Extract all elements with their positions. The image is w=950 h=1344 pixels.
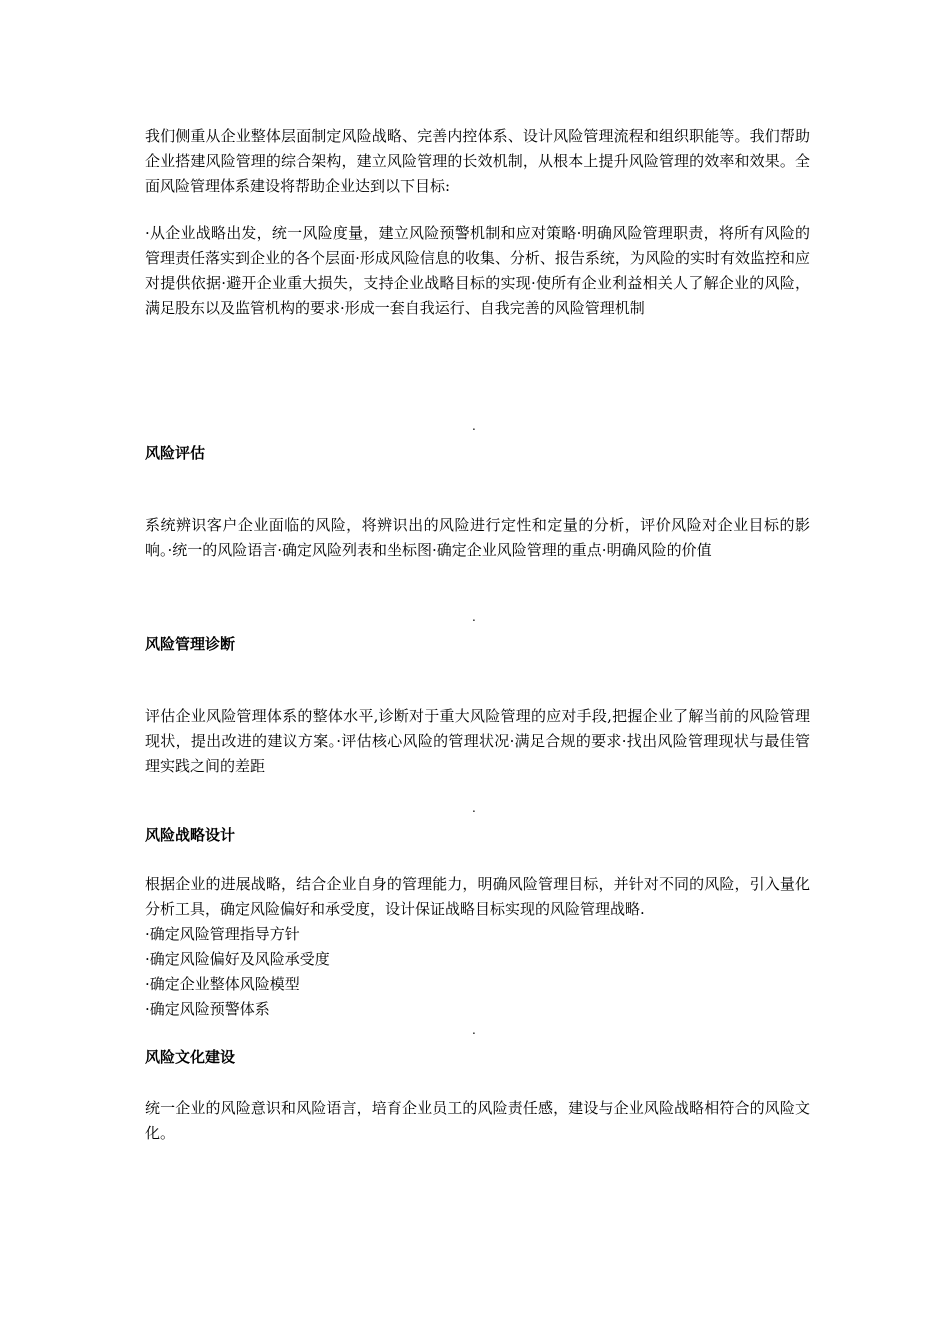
section-separator: .	[472, 801, 476, 815]
section-separator: .	[472, 610, 476, 624]
section-body-risk-diagnosis: 评估企业风险管理体系的整体水平,诊断对于重大风险管理的应对手段,把握企业了解当前的风险管理现状，提出改进的建议方案。·评估核心风险的管理状况·满足合规的要求·找出风险管理现状与最佳管理实践之间的差距	[145, 707, 810, 775]
strategy-list-item: ·确定风险偏好及风险承受度	[145, 950, 330, 968]
section-body-risk-culture: 统一企业的风险意识和风险语言，培育企业员工的风险责任感，建设与企业风险战略相符合的风险文化。	[145, 1099, 810, 1142]
strategy-list-item: ·确定风险管理指导方针	[145, 925, 300, 943]
section-title-risk-culture: 风险文化建设	[145, 1048, 236, 1066]
strategy-list-item: ·确定企业整体风险模型	[145, 975, 300, 993]
section-separator: .	[472, 1023, 476, 1037]
section-separator: .	[472, 419, 476, 433]
strategy-list-item: ·确定风险预警体系	[145, 1000, 270, 1018]
intro-paragraph: 我们侧重从企业整体层面制定风险战略、完善内控体系、设计风险管理流程和组织职能等。我们帮助企业搭建风险管理的综合架构，建立风险管理的长效机制，从根本上提升风险管理的效率和效果。全面风险管理体系建设将帮助企业达到以下目标:	[145, 127, 810, 195]
strategy-body-text: 根据企业的进展战略，结合企业自身的管理能力，明确风险管理目标，并针对不同的风险，引入量化分析工具，确定风险偏好和承受度，设计保证战略目标实现的风险管理战略.	[145, 875, 810, 918]
section-body-risk-strategy	[145, 872, 810, 1022]
section-body-risk-assessment: 系统辨识客户企业面临的风险，将辨识出的风险进行定性和定量的分析，评价风险对企业目标的影响。·统一的风险语言·确定风险列表和坐标图·确定企业风险管理的重点·明确风险的价值	[145, 516, 810, 559]
section-title-risk-strategy: 风险战略设计	[145, 826, 236, 844]
goals-paragraph: ·从企业战略出发，统一风险度量，建立风险预警机制和应对策略·明确风险管理职责，将所有风险的管理责任落实到企业的各个层面·形成风险信息的收集、分析、报告系统，为风险的实时有效监控和应对提供依据·避开企业重大损失，支持企业战略目标的实现·使所有企业利益相关人了解企业的风险，满足股东以及监管机构的要求·形成一套自我运行、自我完善的风险管理机制	[145, 224, 810, 317]
section-title-risk-diagnosis: 风险管理诊断	[145, 635, 236, 653]
section-title-risk-assessment: 风险评估	[145, 444, 206, 462]
